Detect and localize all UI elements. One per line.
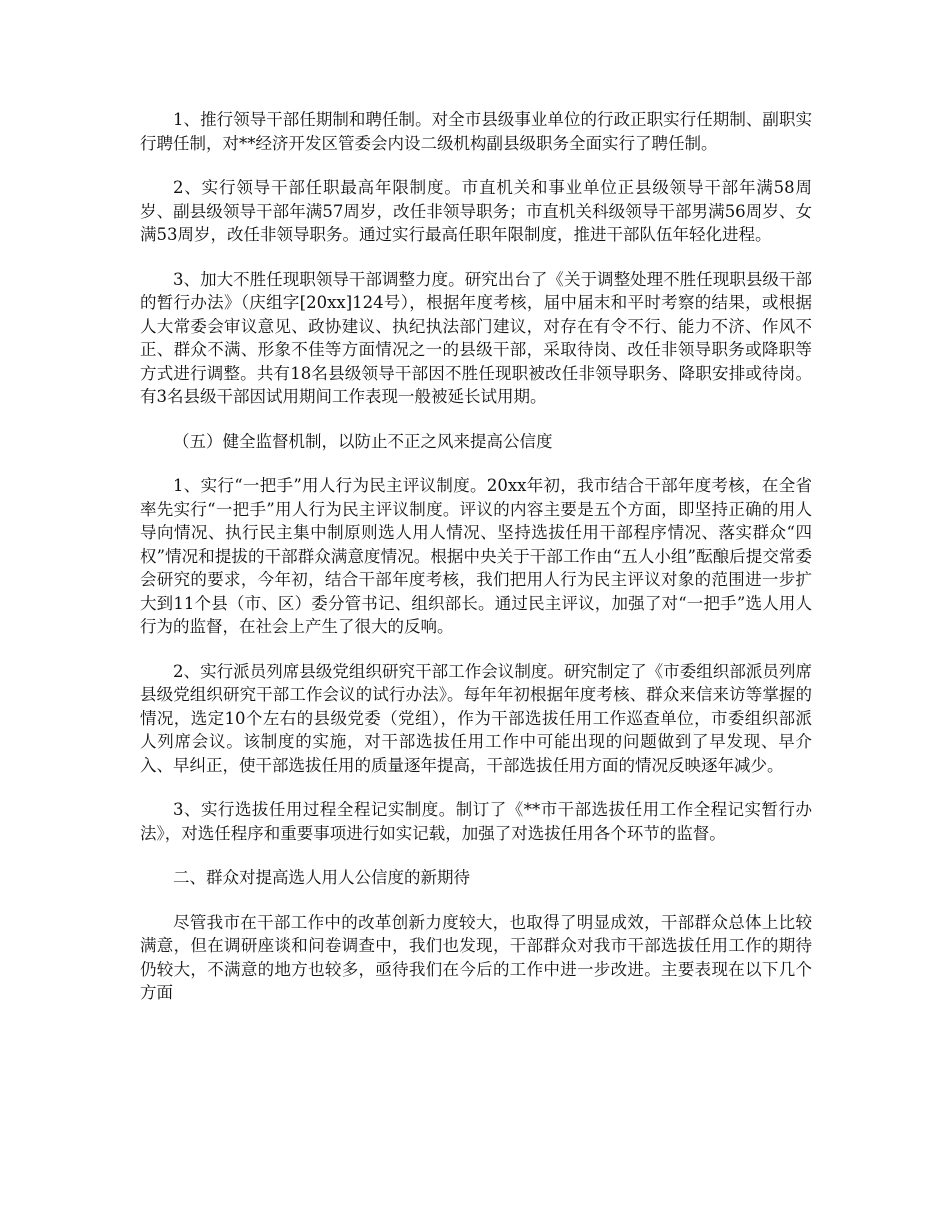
paragraph-incompetent-adjustment: 3、加大不胜任现职领导干部调整力度。研究出台了《关于调整处理不胜任现职县级干部的暂行办法》（庆组字[20xx]124号），根据年度考核，届中届末和平时考察的结果，或根据人大常委会审议意见、政协建议、执纪执法部门建议，对存在有令不行、能力不济、作风不正、群众不满、形象不佳等方面情况之一的县级干部，采取待岗、改任非领导职务或降职等方式进行调整。共有18名县级领导干部因不胜任现职被改任非领导职务、降职安排或待岗。有3名县级干部因试用期间工作表现一般被延长试用期。: [140, 269, 812, 406]
section-heading-supervision: （五）健全监督机制，以防止不正之风来提高公信度: [173, 431, 553, 451]
paragraph-attend-meetings: 2、实行派员列席县级党组织研究干部工作会议制度。研究制定了《市委组织部派员列席县级党组织研究干部工作会议的试行办法》。每年年初根据年度考核、群众来信来访等掌握的情况，选定10个左右的县级党委（党组），作为干部选拔任用工作巡查单位，市委组织部派人列席会议。该制度的实施，对干部选拔任用工作中可能出现的问题做到了早发现、早介入、早纠正，使干部选拔任用的质量逐年提高，干部选拔任用方面的情况反映逐年减少。: [140, 661, 812, 775]
paragraph-public-expectations: 尽管我市在干部工作中的改革创新力度较大，也取得了明显成效，干部群众总体上比较满意，但在调研座谈和问卷调查中，我们也发现，干部群众对我市干部选拔任用工作的期待仍较大，不满意的地方也较多，亟待我们在今后的工作中进一步改进。主要表现在以下几个方面: [140, 912, 812, 1002]
paragraph-leader-evaluation: 1、实行“一把手”用人行为民主评议制度。20xx年初，我市结合干部年度考核，在全省率先实行“一把手”用人行为民主评议制度。评议的内容主要是五个方面，即坚持正确的用人导向情况、执行民主集中制原则选人用人情况、坚持选拔任用干部程序情况、落实群众“四权”情况和提拔的干部群众满意度情况。根据中央关于干部工作由“五人小组”酝酿后提交常委会研究的要求，今年初，结合干部年度考核，我们把用人行为民主评议对象的范围进一步扩大到11个县（市、区）委分管书记、组织部长。通过民主评议，加强了对“一把手”选人用人行为的监督，在社会上产生了很大的反响。: [140, 476, 812, 636]
section-heading-expectations: 二、群众对提高选人用人公信度的新期待: [173, 868, 470, 887]
paragraph-age-limit: 2、实行领导干部任职最高年限制度。市直机关和事业单位正县级领导干部年满58周岁、副县级领导干部年满57周岁，改任非领导职务；市直机关科级领导干部男满56周岁、女满53周岁，改任非领导职务。通过实行最高任职年限制度，推进干部队伍年轻化进程。: [140, 178, 812, 244]
paragraph-full-record: 3、实行选拔任用过程全程记实制度。制订了《**市干部选拔任用工作全程记实暂行办法》，对选任程序和重要事项进行如实记载，加强了对选拔任用各个环节的监督。: [140, 800, 812, 843]
paragraph-term-system: 1、推行领导干部任期制和聘任制。对全市县级事业单位的行政正职实行任期制、副职实行聘任制，对**经济开发区管委会内设二级机构副县级职务全面实行了聘任制。: [140, 110, 812, 153]
document-body: [140, 108, 812, 1026]
